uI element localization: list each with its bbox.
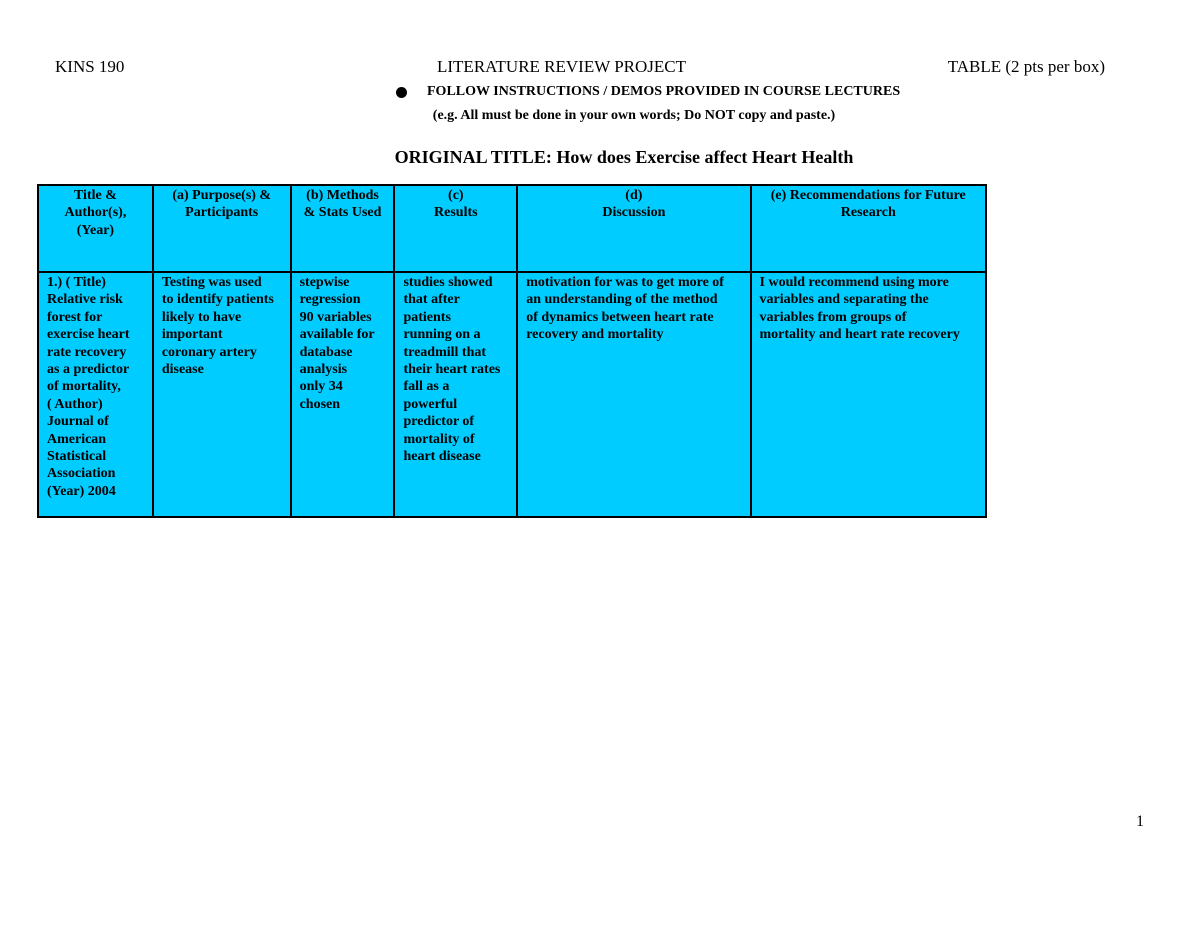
header-title-author-year: Title & Author(s), (Year) xyxy=(38,185,153,272)
header-methods-stats: (b) Methods & Stats Used xyxy=(291,185,395,272)
table-row xyxy=(38,272,986,517)
header-recommendations: (e) Recommendations for Future Research xyxy=(751,185,986,272)
header-results: (c) Results xyxy=(394,185,517,272)
bullet-icon xyxy=(396,87,407,98)
page-number: 1 xyxy=(1136,813,1144,830)
header-discussion: (d) Discussion xyxy=(517,185,750,272)
table-points-label: TABLE (2 pts per box) xyxy=(947,57,1105,76)
table-header-row xyxy=(38,185,986,272)
cell-discussion: motivation for was to get more of an understanding of the method of dynamics between heart rate recovery and mortality xyxy=(517,272,750,517)
cell-methods-stats: stepwise regression 90 variables available for database analysis only 34 chosen xyxy=(291,272,395,517)
cell-purpose-participants: Testing was used to identify patients likely to have important coronary artery disease xyxy=(153,272,291,517)
cell-recommendations: I would recommend using more variables and separating the variables from groups of mortality and heart rate recovery xyxy=(751,272,986,517)
header-purpose-participants: (a) Purpose(s) & Participants xyxy=(153,185,291,272)
instructions-line xyxy=(396,84,900,100)
project-title: LITERATURE REVIEW PROJECT xyxy=(437,57,687,76)
original-title: ORIGINAL TITLE: How does Exercise affect Heart Health xyxy=(394,147,854,167)
cell-title-author-year: 1.) ( Title) Relative risk forest for exercise heart rate recovery as a predictor of mortality, ( Author) Journal of American Statistical Association (Year) 2004 xyxy=(38,272,153,517)
course-code: KINS 190 xyxy=(55,57,125,76)
instructions-note: (e.g. All must be done in your own words; Do NOT copy and paste.) xyxy=(432,108,836,123)
cell-results: studies showed that after patients running on a treadmill that their heart rates fall as a powerful predictor of mortality of heart disease xyxy=(394,272,517,517)
instructions-text: FOLLOW INSTRUCTIONS / DEMOS PROVIDED IN COURSE LECTURES xyxy=(427,84,901,99)
page-header xyxy=(0,57,1200,79)
literature-review-table xyxy=(37,184,987,518)
